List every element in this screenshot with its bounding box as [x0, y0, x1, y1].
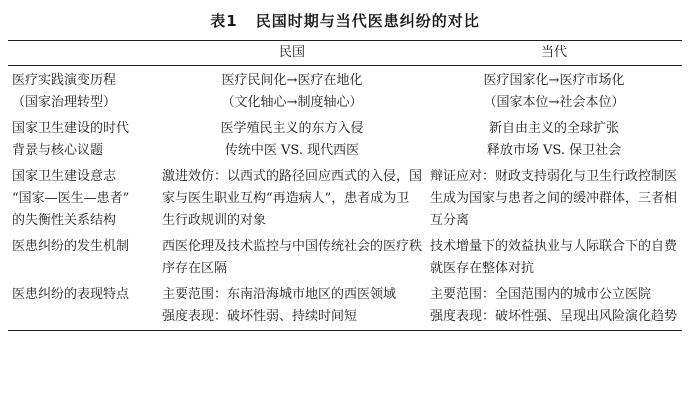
cell-line: 医疗国家化→医疗市场化 [483, 73, 625, 88]
row-label [8, 66, 158, 117]
contemporary-cell: 技术增量下的效益执业与人际联合下的自费就医存在整体对抗 [430, 239, 678, 276]
table-row [8, 164, 682, 234]
table-header-row [8, 41, 682, 66]
row-label [8, 282, 158, 331]
contemporary-cell [426, 66, 682, 117]
comparison-table [8, 40, 682, 331]
cell-line: 主要范围：东南沿海城市地区的西医领域 [162, 287, 397, 302]
minguo-cell [158, 116, 426, 164]
table-row [8, 282, 682, 331]
contemporary-cell: 辩证应对：财政支持弱化与卫生行政控制医生成为国家与患者之间的缓冲群体，三者相互分离 [430, 169, 678, 228]
minguo-cell: 西医伦理及技术监控与中国传统社会的医疗秩序存在区隔 [162, 239, 423, 276]
row-label [8, 234, 158, 282]
table-caption [0, 10, 690, 31]
minguo-cell [158, 66, 426, 117]
row-label-line: 医患纠纷的发生机制 [12, 239, 130, 254]
contemporary-cell [426, 282, 682, 331]
cell-line: 释放市场 VS. 保卫社会 [486, 143, 622, 158]
cell-line: 医学殖民主义的东方入侵 [220, 121, 364, 136]
row-label-line: 国家卫生建设意志 [12, 169, 117, 184]
table-row [8, 234, 682, 282]
row-label [8, 164, 158, 234]
cell-line: （文化轴心→制度轴心） [221, 95, 363, 110]
header-cell-label [8, 41, 158, 66]
cell-line: 强度表现：破坏性弱、持续时间短 [162, 309, 358, 324]
row-label-line: 的失衡性关系结构 [12, 213, 117, 228]
minguo-cell [158, 282, 426, 331]
cell-line: 主要范围：全国范围内的城市公立医院 [430, 287, 652, 302]
table-number: 表1 [210, 12, 238, 30]
table-title: 民国时期与当代医患纠纷的对比 [255, 12, 480, 30]
row-label-line: （国家治理转型） [12, 95, 117, 110]
row-label [8, 116, 158, 164]
cell-line: 传统中医 VS. 现代西医 [224, 143, 360, 158]
minguo-cell: 激进效仿：以西式的路径回应西式的入侵，国家与医生职业互构“再造病人”，患者成为卫生行政规训的对象 [162, 169, 423, 228]
row-label-line: 医患纠纷的表现特点 [12, 287, 130, 302]
row-label-line: 医疗实践演变历程 [12, 73, 117, 88]
row-label-line: 背景与核心议题 [12, 143, 104, 158]
cell-line: 新自由主义的全球扩张 [488, 121, 619, 136]
row-label-line: “国家—医生—患者” [12, 191, 130, 206]
cell-line: 强度表现：破坏性强、呈现出风险演化趋势 [430, 309, 678, 324]
cell-line: （国家本位→社会本位） [483, 95, 625, 110]
contemporary-cell [426, 116, 682, 164]
table-row [8, 66, 682, 117]
table-row [8, 116, 682, 164]
header-cell-minguo: 民国 [158, 41, 426, 66]
row-label-line: 国家卫生建设的时代 [12, 121, 130, 136]
header-cell-contemporary: 当代 [426, 41, 682, 66]
cell-line: 医疗民间化→医疗在地化 [221, 73, 363, 88]
